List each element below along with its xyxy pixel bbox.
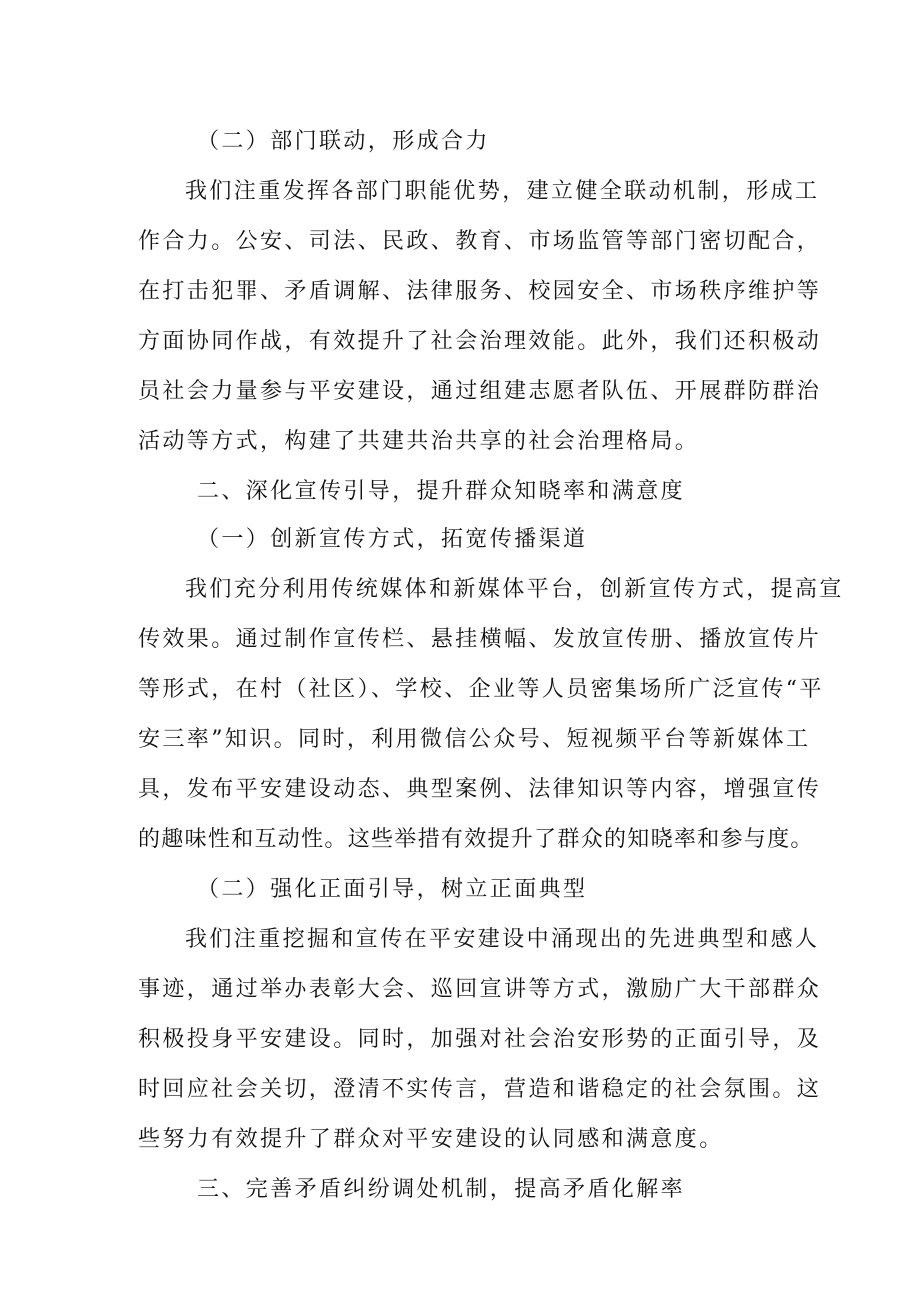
paragraph-line: 时回应社会关切，澄清不实传言，营造和谐稳定的社会氛围。这 bbox=[138, 1077, 822, 1102]
paragraph-line: 些努力有效提升了群众对平安建设的认同感和满意度。 bbox=[138, 1127, 724, 1152]
paragraph-line: 我们注重挖掘和宣传在平安建设中涌现出的先进典型和感人 bbox=[185, 927, 820, 952]
paragraph-line: 事迹，通过举办表彰大会、巡回宣讲等方式，激励广大干部群众 bbox=[138, 977, 822, 1002]
paragraph-line: 积极投身平安建设。同时，加强对社会治安形势的正面引导，及 bbox=[138, 1027, 822, 1052]
paragraph-line: 安三率”知识。同时，利用微信公众号、短视频平台等新媒体工 bbox=[138, 727, 811, 752]
paragraph-line: 等形式，在村（社区）、学校、企业等人员密集场所广泛宣传“平 bbox=[138, 677, 824, 702]
paragraph-line: 活动等方式，构建了共建共治共享的社会治理格局。 bbox=[138, 429, 700, 454]
paragraph-line: 在打击犯罪、矛盾调解、法律服务、校园安全、市场秩序维护等 bbox=[138, 279, 822, 304]
paragraph-line: 的趣味性和互动性。这些举措有效提升了群众的知晓率和参与度。 bbox=[138, 827, 814, 852]
paragraph-line: 传效果。通过制作宣传栏、悬挂横幅、发放宣传册、播放宣传片 bbox=[138, 627, 822, 652]
paragraph-line: 具，发布平安建设动态、典型案例、法律知识等内容，增强宣传 bbox=[138, 777, 822, 802]
paragraph-line: 作合力。公安、司法、民政、教育、市场监管等部门密切配合， bbox=[138, 229, 822, 254]
paragraph-line: 方面协同作战，有效提升了社会治理效能。此外，我们还积极动 bbox=[138, 329, 822, 354]
paragraph-line: 我们充分利用传统媒体和新媒体平台，创新宣传方式，提高宣 bbox=[185, 577, 844, 602]
paragraph-line: 员社会力量参与平安建设，通过组建志愿者队伍、开展群防群治 bbox=[138, 379, 822, 404]
section-heading: 二、深化宣传引导，提升群众知晓率和满意度 bbox=[197, 479, 686, 504]
subsection-heading: （二）部门联动，形成合力 bbox=[197, 129, 490, 154]
paragraph-line: 我们注重发挥各部门职能优势，建立健全联动机制，形成工 bbox=[185, 179, 820, 204]
subsection-heading: （一）创新宣传方式，拓宽传播渠道 bbox=[197, 527, 588, 552]
subsection-heading: （二）强化正面引导，树立正面典型 bbox=[197, 877, 588, 902]
section-heading: 三、完善矛盾纠纷调处机制，提高矛盾化解率 bbox=[197, 1177, 686, 1202]
